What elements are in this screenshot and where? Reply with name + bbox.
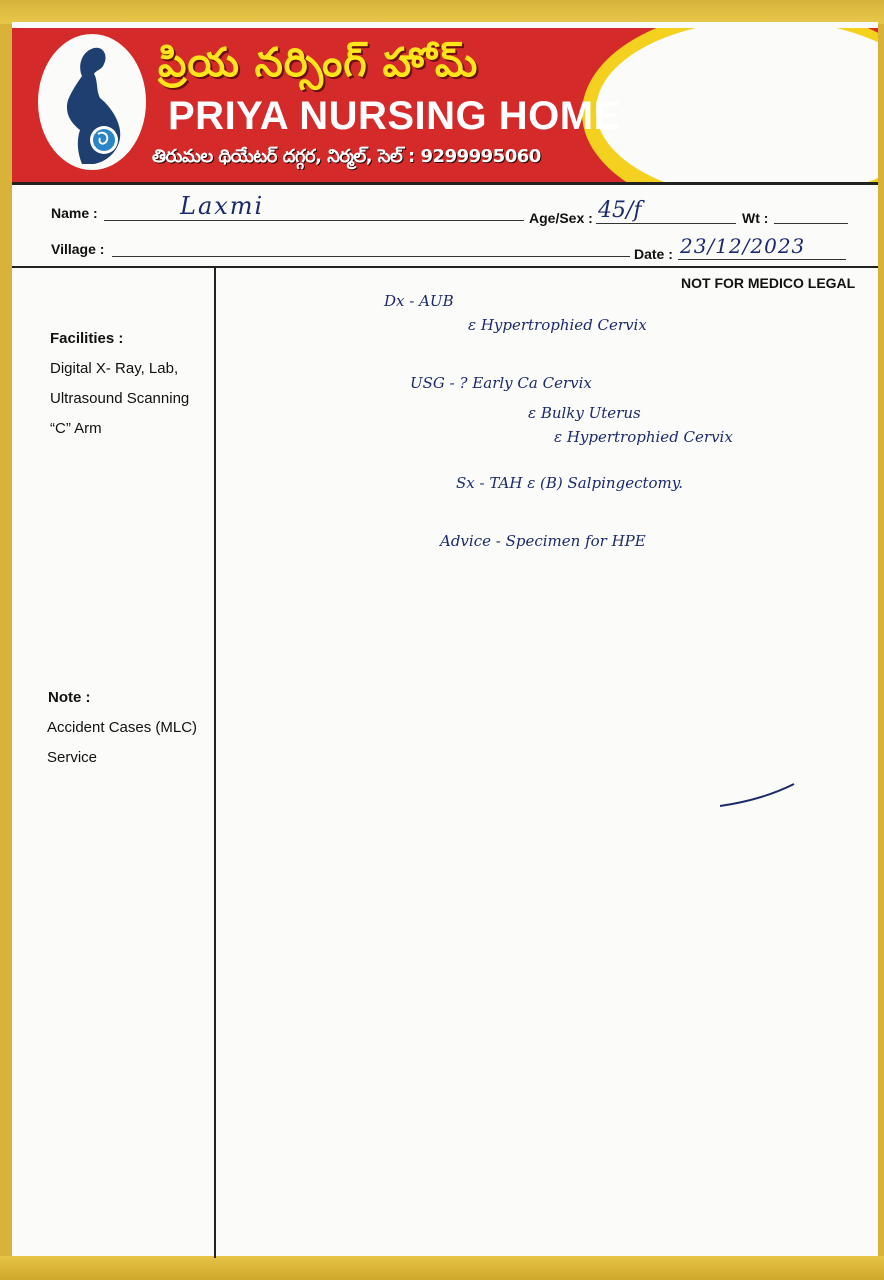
note-heading: Note : [48,689,91,706]
age-sex-line [596,223,736,224]
telugu-title: ప్రియ నర్సింగ్ హోమ్ [158,40,479,86]
date-value: 23/12/2023 [680,234,806,258]
village-line [112,256,630,257]
banner-blank-area [596,28,878,182]
clinical-note: ε Hypertrophied Cervix [468,316,647,334]
letterhead-banner [12,28,878,182]
facilities-heading: Facilities : [50,330,124,347]
english-title: PRIYA NURSING HOME [168,94,621,138]
clinical-note: ε Bulky Uterus [528,404,641,422]
village-label: Village : [51,241,105,257]
name-label: Name : [51,205,98,221]
clinical-note: Sx - TAH ε (B) Salpingectomy. [456,474,684,492]
signature-stroke [718,780,798,810]
address-line: తిరుమల థియేటర్ దగ్గర, నిర్మల్, సెల్ : 9299995060 [152,146,541,167]
sidebar-divider [214,268,216,1258]
note-item: Accident Cases (MLC) [47,719,198,736]
header-divider [12,182,878,185]
note-item: Service [47,749,98,766]
date-label: Date : [634,246,673,262]
clinical-note: Dx - AUB [384,292,454,310]
age-sex-label: Age/Sex : [529,210,593,226]
prescription-sheet [12,22,878,1258]
facility-item: Ultrasound Scanning [50,390,190,407]
clinical-note: ε Hypertrophied Cervix [554,428,733,446]
top-border-strip [0,0,884,24]
facility-item: Digital X- Ray, Lab, [50,360,179,377]
date-line [678,259,846,260]
age-sex-value: 45/f [598,198,642,223]
name-line [104,220,524,221]
weight-label: Wt : [742,210,769,226]
weight-line [774,223,848,224]
bottom-border-strip [0,1256,884,1280]
clinical-note: USG - ? Early Ca Cervix [410,374,592,392]
maternity-logo [38,34,146,170]
clinical-note: Advice - Specimen for HPE [440,532,646,550]
facility-item: “C” Arm [50,420,102,437]
legal-notice: NOT FOR MEDICO LEGAL [681,275,856,291]
name-value: Laxmi [180,192,265,220]
pregnant-woman-icon [38,34,146,170]
body-divider [12,266,878,268]
